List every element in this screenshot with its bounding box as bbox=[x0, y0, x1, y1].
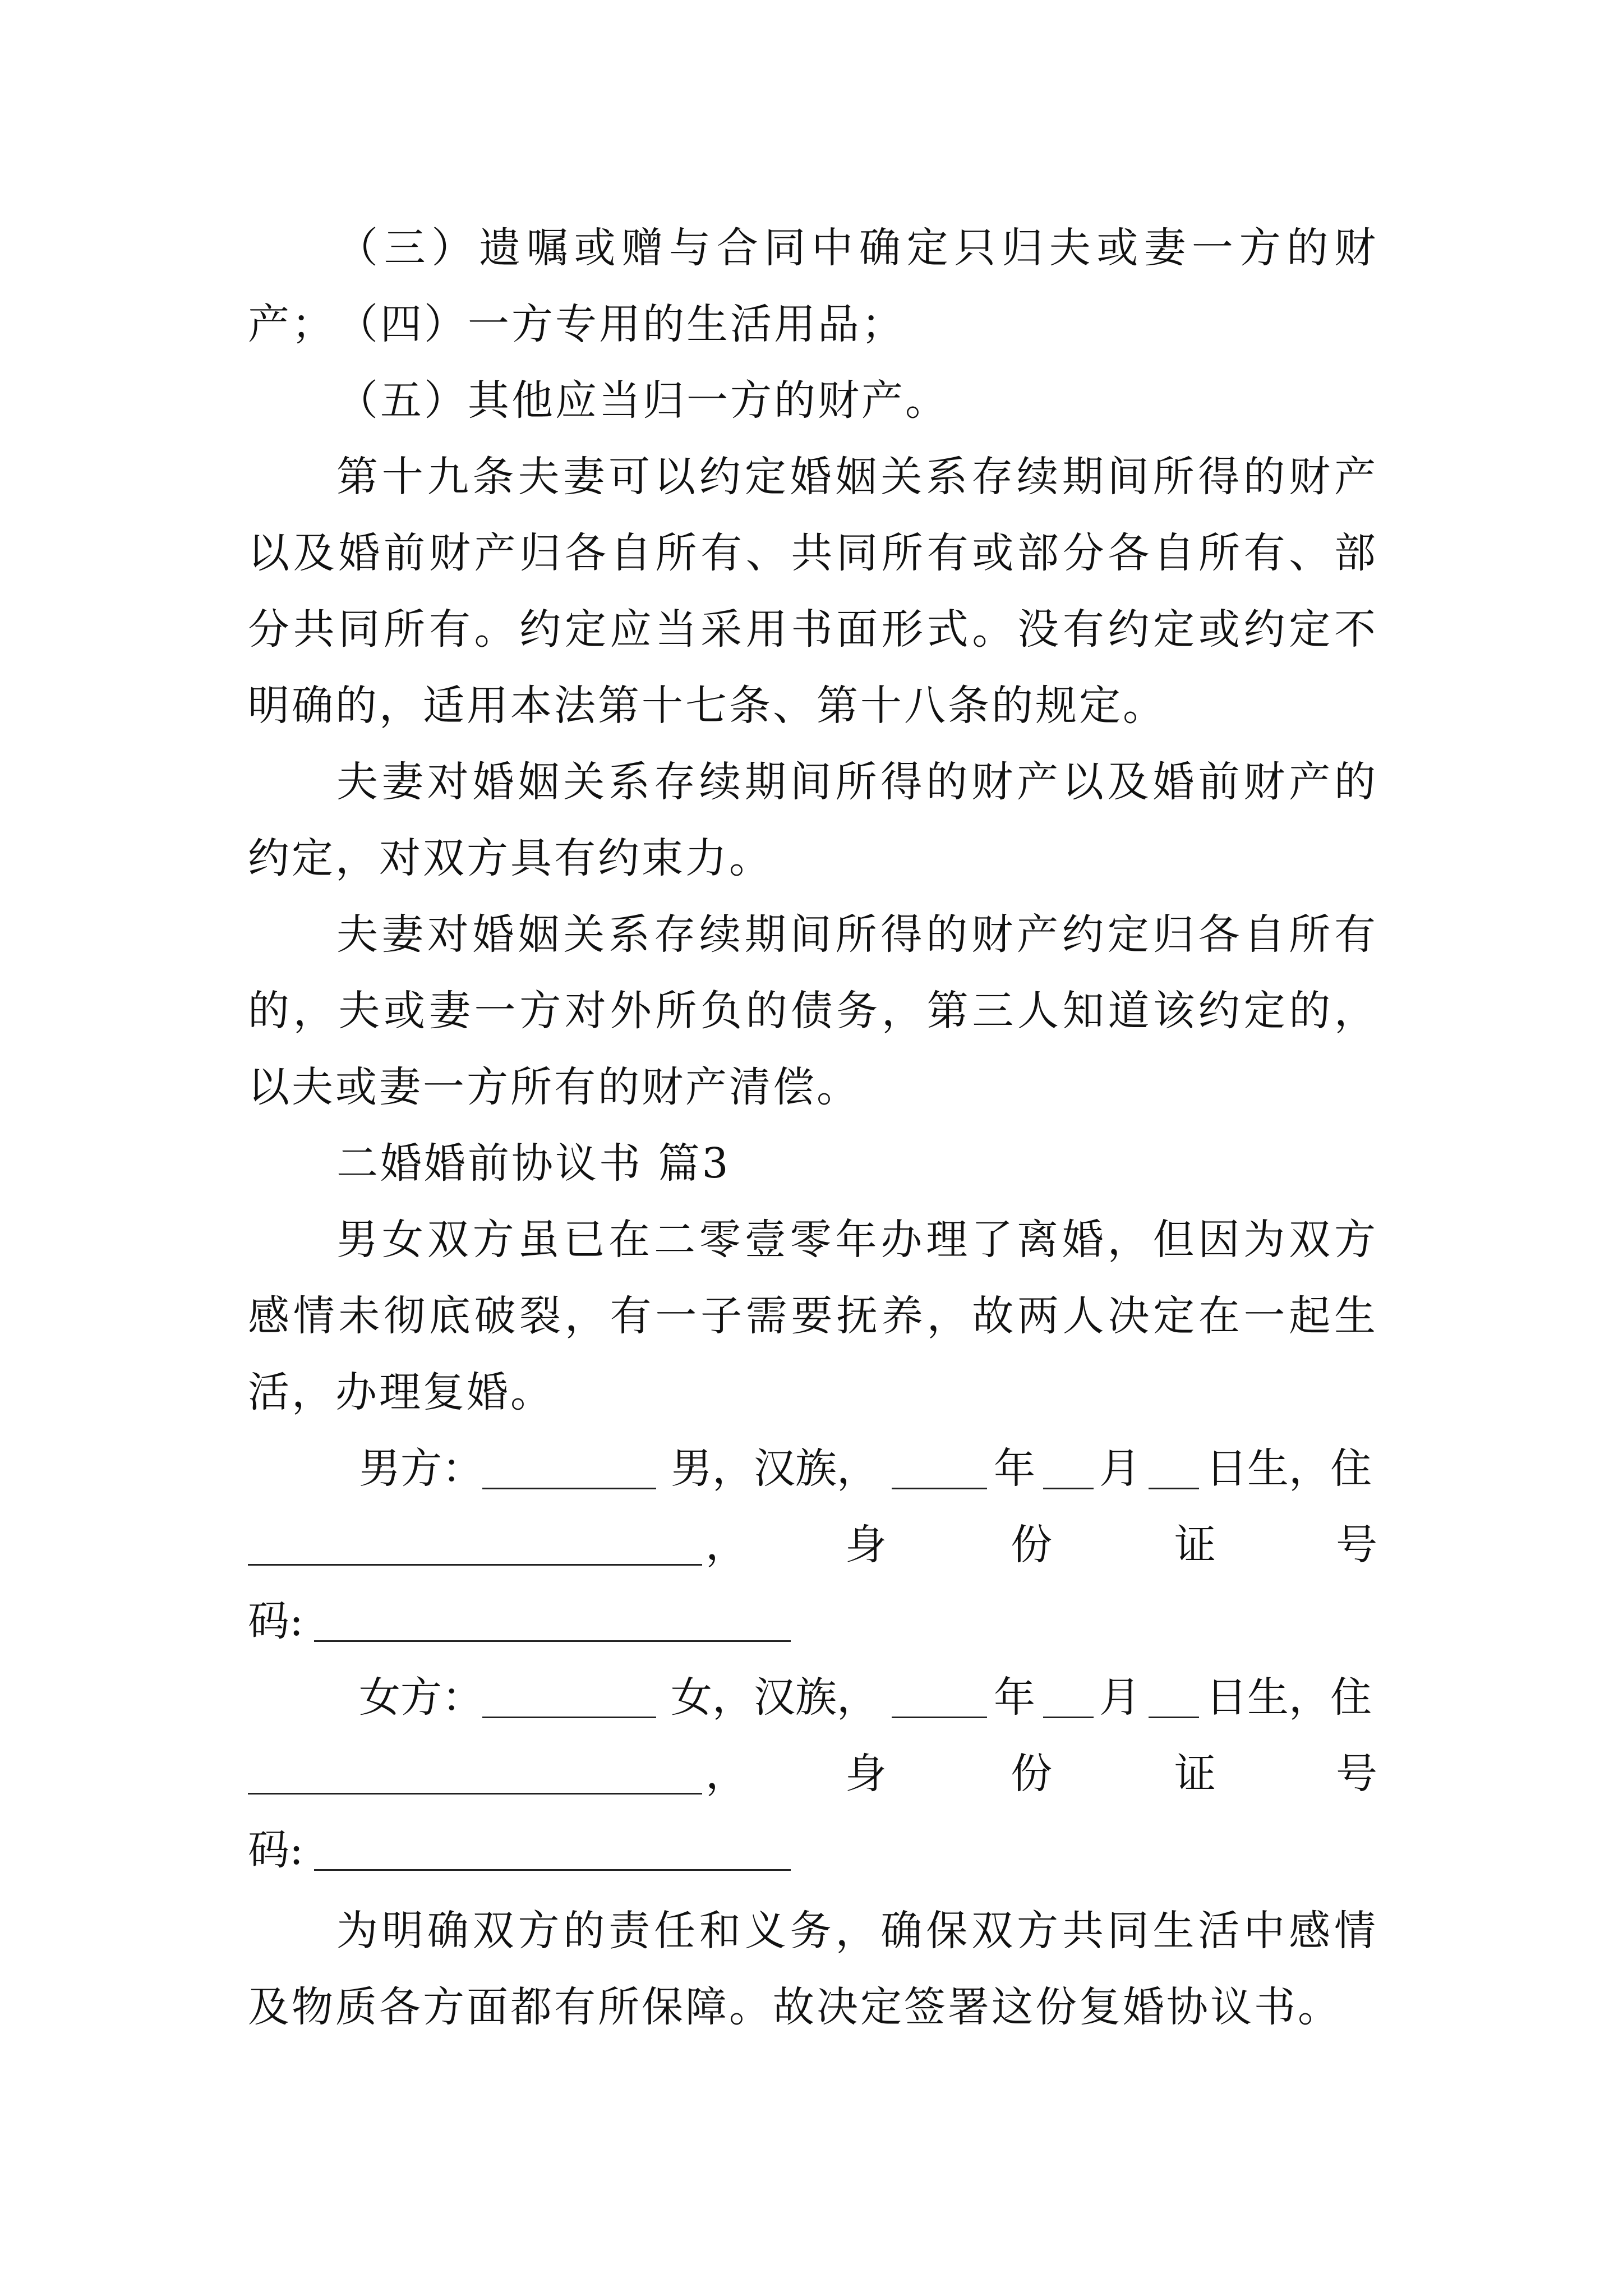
male-gender: 男，汉族， bbox=[671, 1444, 878, 1493]
paragraph-item-5: （五）其他应当归一方的财产。 bbox=[336, 376, 949, 425]
female-birth-year-blank bbox=[892, 1677, 987, 1718]
female-day-label: 日生，住 bbox=[1206, 1673, 1372, 1722]
male-address-blank bbox=[248, 1525, 702, 1566]
male-id-char-1: 身 bbox=[845, 1521, 887, 1569]
male-month-label: 月 bbox=[1099, 1444, 1141, 1493]
paragraph-article-19: 第十九条夫妻可以约定婚姻关系存续期间所得的财产以及婚前财产归各自所有、共同所有或部分各自所有、部分共同所有。约定应当采用书面形式。没有约定或约定不明确的，适用本法第十七条、第十八条的规定。 bbox=[248, 453, 1378, 730]
male-id-char-2: 份 bbox=[1011, 1521, 1052, 1569]
female-id-row bbox=[248, 1816, 1378, 1884]
male-id-char-4: 号 bbox=[1336, 1521, 1377, 1569]
male-id-row bbox=[248, 1588, 1378, 1655]
male-name-blank bbox=[482, 1448, 656, 1489]
paragraph-debt: 夫妻对婚姻关系存续期间所得的财产约定归各自所有的，夫或妻一方对外所负的债务，第三人知道该约定的，以夫或妻一方所有的财产清偿。 bbox=[248, 910, 1378, 1111]
female-id-char-4: 号 bbox=[1336, 1750, 1377, 1798]
female-birth-month-blank bbox=[1043, 1677, 1094, 1718]
female-id-label: 码: bbox=[248, 1826, 303, 1874]
male-year-label: 年 bbox=[994, 1444, 1035, 1493]
male-id-label: 码: bbox=[248, 1597, 303, 1645]
female-birth-day-blank bbox=[1149, 1677, 1199, 1718]
male-info-row bbox=[248, 1435, 1378, 1502]
paragraph-binding-force: 夫妻对婚姻关系存续期间所得的财产以及婚前财产的约定，对双方具有约束力。 bbox=[248, 758, 1378, 882]
female-id-char-1: 身 bbox=[845, 1750, 887, 1798]
female-address-row bbox=[248, 1740, 1378, 1807]
male-address-row bbox=[248, 1511, 1378, 1579]
female-name-blank bbox=[482, 1677, 656, 1718]
female-id-char-2: 份 bbox=[1011, 1750, 1052, 1798]
paragraph-purpose: 为明确双方的责任和义务，确保双方共同生活中感情及物质各方面都有所保障。故决定签署这份复婚协议书。 bbox=[248, 1907, 1378, 2031]
male-id-char-3: 证 bbox=[1174, 1521, 1216, 1569]
female-info-row bbox=[248, 1664, 1378, 1731]
section-heading: 二婚婚前协议书 篇3 bbox=[336, 1139, 731, 1188]
paragraph-item-4: （四）一方专用的生活用品； bbox=[336, 300, 905, 348]
male-label: 男方： bbox=[359, 1444, 483, 1493]
male-birth-day-blank bbox=[1149, 1448, 1199, 1489]
female-address-blank bbox=[248, 1754, 702, 1795]
male-id-number-blank bbox=[314, 1601, 791, 1642]
female-comma: ， bbox=[706, 1750, 747, 1798]
male-day-label: 日生，住 bbox=[1206, 1444, 1372, 1493]
male-birth-month-blank bbox=[1043, 1448, 1094, 1489]
paragraph-item-3: （三）遗嘱或赠与合同中确定只归夫或妻一方的财产； bbox=[248, 224, 1378, 348]
female-id-char-3: 证 bbox=[1174, 1750, 1216, 1798]
female-gender: 女，汉族， bbox=[671, 1673, 878, 1722]
female-id-number-blank bbox=[314, 1830, 791, 1871]
male-birth-year-blank bbox=[892, 1448, 987, 1489]
male-comma: ， bbox=[706, 1521, 747, 1569]
female-year-label: 年 bbox=[994, 1673, 1035, 1722]
female-month-label: 月 bbox=[1099, 1673, 1141, 1722]
female-label: 女方： bbox=[359, 1673, 483, 1722]
paragraph-remarriage-reason: 男女双方虽已在二零壹零年办理了离婚，但因为双方感情未彻底破裂，有一子需要抚养，故两人决定在一起生活，办理复婚。 bbox=[248, 1216, 1378, 1416]
